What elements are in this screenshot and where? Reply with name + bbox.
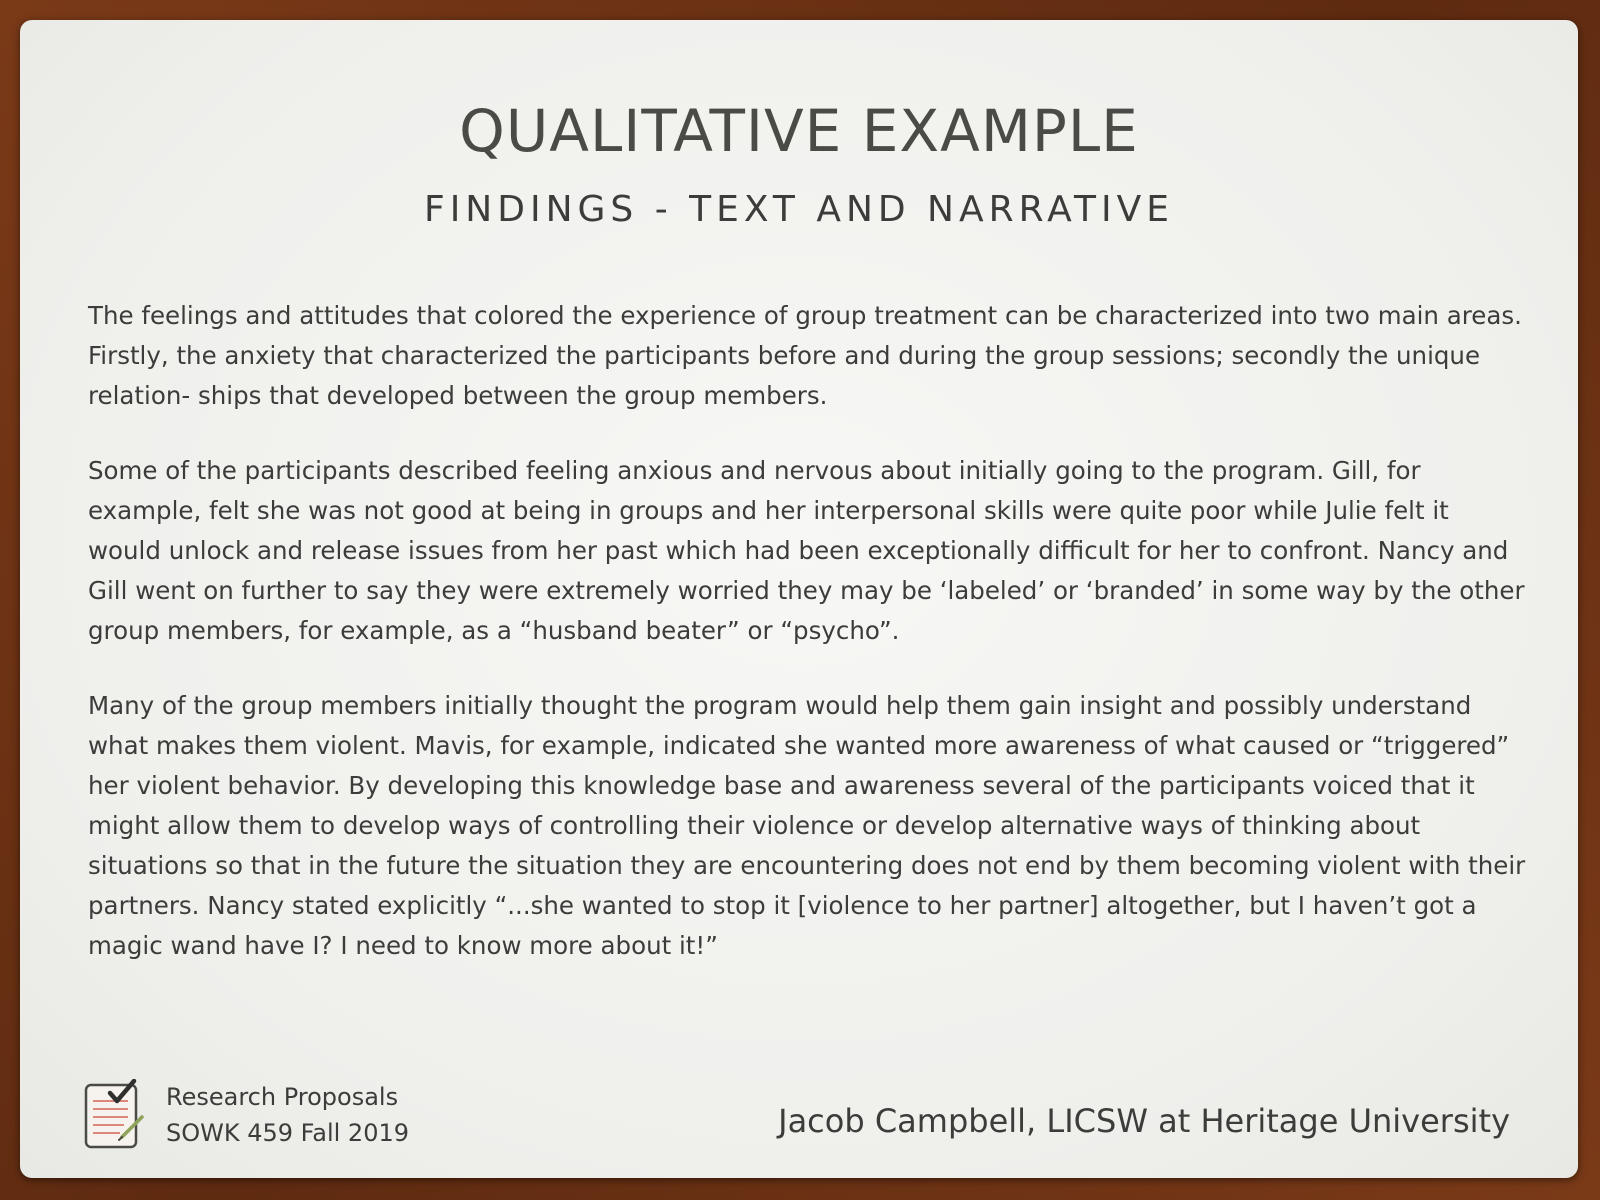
clipboard-checklist-icon [84,1079,146,1151]
course-title: Research Proposals [166,1083,399,1111]
body-paragraph: Some of the participants described feeling anxious and nervous about initially going to the program. Gill, for example, felt she was not good at being in groups and her interpersonal skills were quite poor while Julie felt it would unlock and release issues from her past which had been exceptionally difficult for her to confront. Nancy and Gill went on further to say they were extremely worried they may be ‘labeled’ or ‘branded’ in some way by the other group members, for example, as a “husband beater” or “psycho”. [88,456,1525,645]
slide-title: QUALITATIVE EXAMPLE [459,97,1139,165]
body-paragraph: The feelings and attitudes that colored the experience of group treatment can be characterized into two main areas. Firstly, the anxiety that characterized the participants before and during the group sessions; secondly the unique relation- ships that developed between the group members. [88,301,1522,410]
slide-body [88,296,1528,1001]
course-term: SOWK 459 Fall 2019 [166,1119,410,1147]
course-info [166,1079,409,1151]
slide [20,20,1578,1178]
body-paragraph: Many of the group members initially thought the program would help them gain insight and possibly understand what makes them violent. Mavis, for example, indicated she wanted more awareness of what caused or “triggered” her violent behavior. By developing this knowledge base and awareness several of the participants voiced that it might allow them to develop ways of controlling their violence or develop alternative ways of thinking about situations so that in the future the situation they are encountering does not end by them becoming violent with their partners. Nancy stated explicitly “...she wanted to stop it [violence to her partner] altogether, but I haven’t got a magic wand have I? I need to know more about it!” [88,691,1526,960]
slide-subtitle: FINDINGS - TEXT AND NARRATIVE [423,189,1174,230]
author-credit: Jacob Campbell, LICSW at Heritage University [778,1102,1510,1140]
